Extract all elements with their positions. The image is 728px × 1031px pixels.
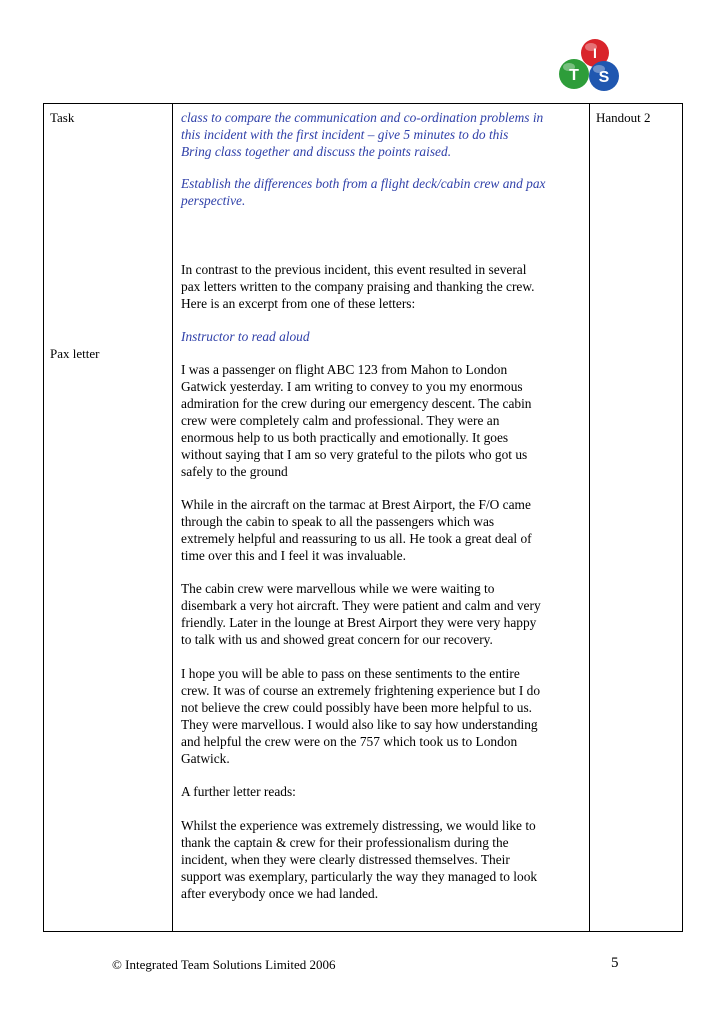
- text-line: time over this and I feel it was invaluable.: [181, 548, 406, 563]
- logo-letter-t: T: [569, 67, 579, 84]
- text-line: Bring class together and discuss the points raised.: [181, 144, 452, 159]
- text-line: Here is an excerpt from one of these letters:: [181, 296, 416, 311]
- text-line: crew were completely calm and professional. They were an: [181, 413, 500, 428]
- text-line: Establish the differences both from a flight deck/cabin crew and pax: [181, 176, 546, 191]
- content-column: [173, 104, 589, 931]
- text-line: Gatwick yesterday. I am writing to convey to you my enormous: [181, 379, 523, 394]
- text-line: safely to the ground: [181, 464, 288, 479]
- label-column: [44, 104, 172, 931]
- text-line: admiration for the crew during our emergency descent. The cabin: [181, 396, 532, 411]
- text-line: crew. It was of course an extremely frightening experience but I do: [181, 683, 541, 698]
- text-line: class to compare the communication and co-ordination problems in: [181, 110, 544, 125]
- text-line: extremely helpful and reassuring to us all. He took a great deal of: [181, 531, 532, 546]
- text-line: support was exemplary, particularly the way they managed to look: [181, 869, 538, 884]
- text-line: through the cabin to speak to all the passengers which was: [181, 514, 495, 529]
- text-line: after everybody once we had landed.: [181, 886, 379, 901]
- intro-paragraph: [181, 261, 585, 312]
- letter1-paragraph3: [181, 580, 585, 648]
- text-line: While in the aircraft on the tarmac at Brest Airport, the F/O came: [181, 497, 531, 512]
- text-line: They were marvellous. I would also like to say how understanding: [181, 717, 538, 732]
- text-line: and helpful the crew were on the 757 which took us to London: [181, 734, 518, 749]
- text-line: The cabin crew were marvellous while we were waiting to: [181, 581, 495, 596]
- text-line: friendly. Later in the lounge at Brest Airport they were very happy: [181, 615, 537, 630]
- text-line: this incident with the first incident – give 5 minutes to do this: [181, 127, 509, 142]
- text-line: to talk with us and showed great concern for our recovery.: [181, 632, 493, 647]
- text-line: I was a passenger on flight ABC 123 from Mahon to London: [181, 362, 508, 377]
- logo-letter-i: I: [593, 45, 597, 61]
- text-line: pax letters written to the company praising and thanking the crew.: [181, 279, 535, 294]
- text-line: disembark a very hot aircraft. They were patient and calm and very: [181, 598, 541, 613]
- letter1-paragraph2: [181, 496, 585, 564]
- text-line: Gatwick.: [181, 751, 230, 766]
- letter2-paragraph: [181, 817, 585, 902]
- text-line: incident, when they were clearly distressed themselves. Their: [181, 852, 510, 867]
- logo-letter-s: S: [598, 69, 610, 86]
- instructions-paragraph: [181, 109, 585, 160]
- handout-label: Handout 2: [596, 110, 651, 125]
- its-logo: [556, 36, 622, 92]
- text-line: thank the captain & crew for their professionalism during the: [181, 835, 509, 850]
- handout-column: [590, 104, 682, 931]
- text-line: In contrast to the previous incident, this event resulted in several: [181, 262, 527, 277]
- text-line: without saying that I am so very grateful to the pilots who got us: [181, 447, 528, 462]
- text-line: enormous help to us both practically and emotionally. It goes: [181, 430, 509, 445]
- letter1-paragraph4: [181, 665, 585, 767]
- content-table: [43, 103, 683, 932]
- page-number: 5: [611, 955, 619, 971]
- text-line: perspective.: [181, 193, 246, 208]
- differences-paragraph: [181, 175, 585, 209]
- text-line: not believe the crew could possibly have been more helpful to us.: [181, 700, 533, 715]
- task-label: Task: [50, 110, 75, 125]
- read-aloud-note: Instructor to read aloud: [181, 329, 310, 344]
- letter1-paragraph1: [181, 361, 585, 480]
- text-line: I hope you will be able to pass on these sentiments to the entire: [181, 666, 520, 681]
- further-letter-heading: A further letter reads:: [181, 784, 296, 799]
- text-line: Whilst the experience was extremely distressing, we would like to: [181, 818, 536, 833]
- footer-copyright: © Integrated Team Solutions Limited 2006: [112, 957, 336, 972]
- pax-letter-label: Pax letter: [50, 346, 100, 361]
